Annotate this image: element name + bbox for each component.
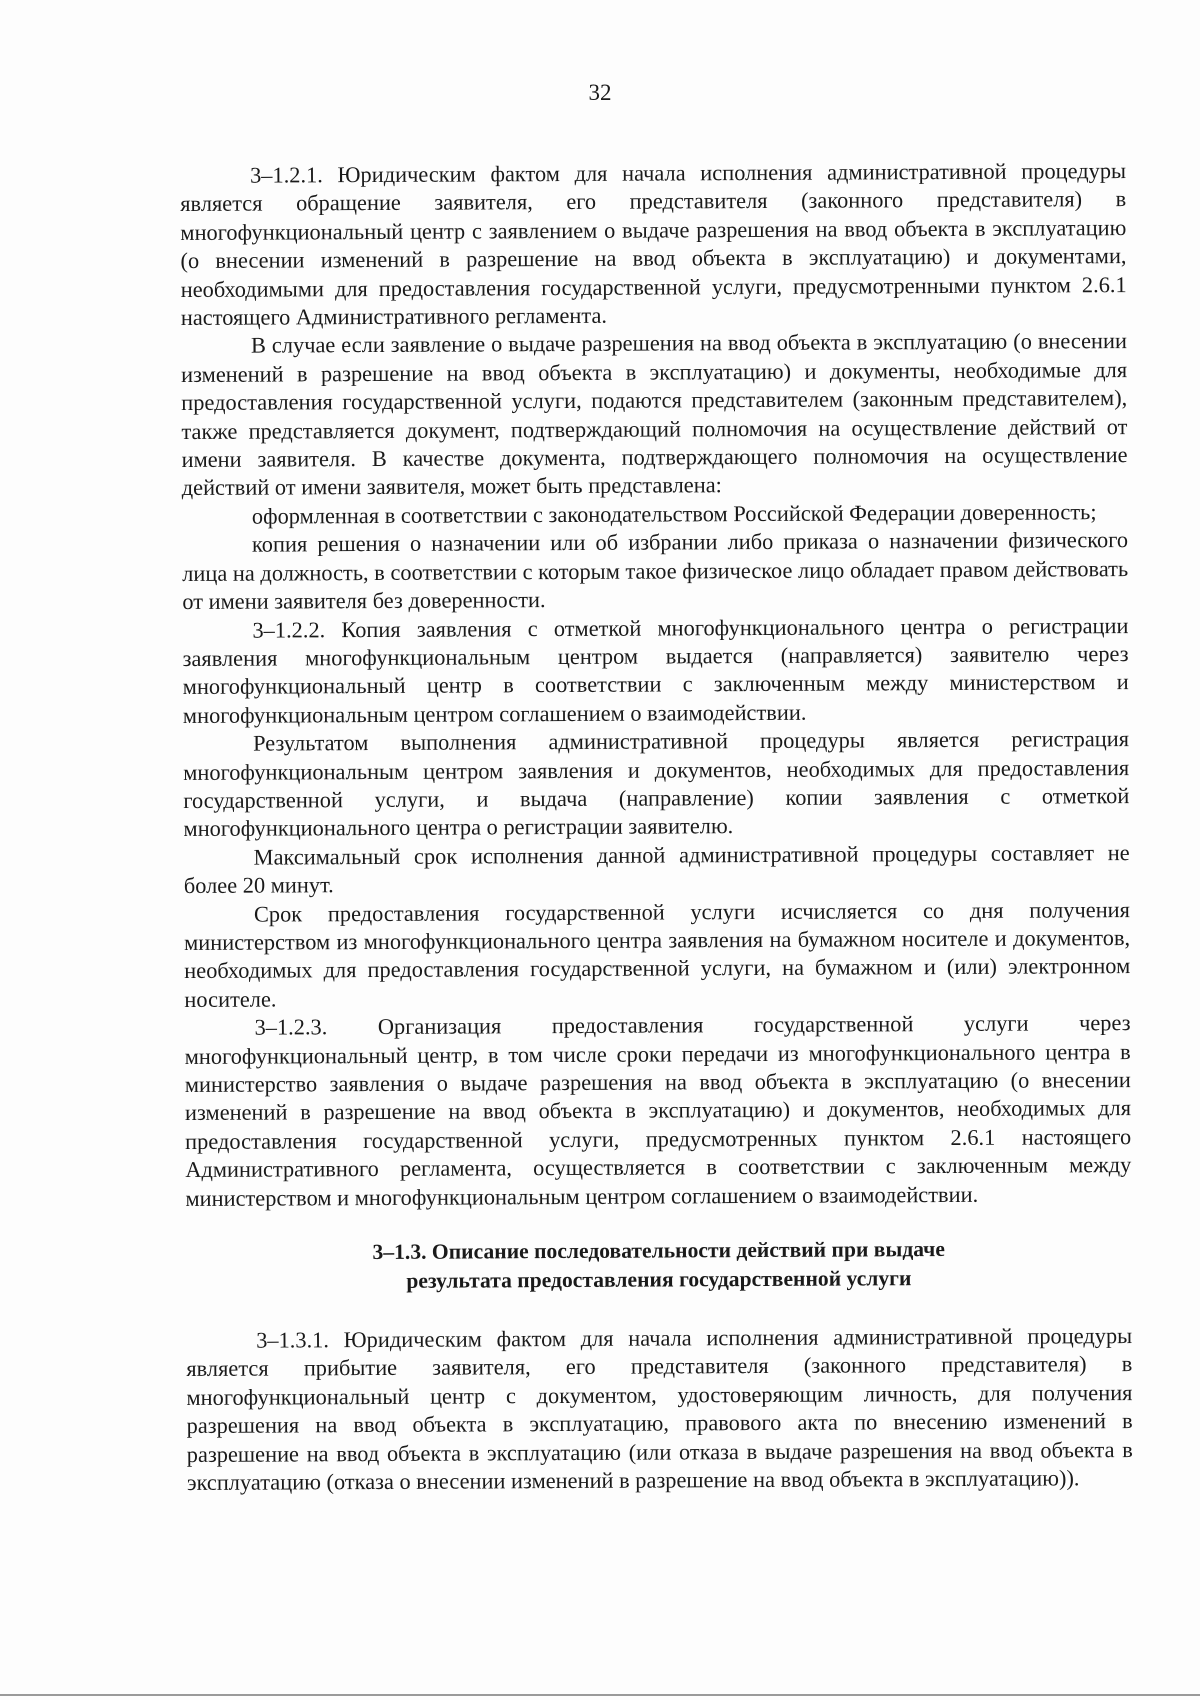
section-heading: [186, 1234, 1132, 1297]
paragraph-service-term: Срок предоставления государственной услуги исчисляется со дня получения министерством из многофункционального центра заявления на бумажном носителе и документов, необходимых для предоставления государственной услуги, на бумажном и (или) электронном носителе.: [184, 896, 1131, 1012]
section-heading-line-2: результата предоставления государственной услуги: [406, 1266, 912, 1293]
scan-bottom-edge: [0, 1694, 1200, 1696]
paragraph-max-duration: Максимальный срок исполнения данной административной процедуры составляет не более 20 минут.: [183, 839, 1130, 899]
paragraph-appointment-copy: копия решения о назначении или об избрании либо приказа о назначении физического лица на должность, в соответствии с которым такое физическое лицо обладает правом действовать от имени заявителя без доверенности.: [182, 527, 1129, 615]
page-number: 32: [588, 80, 612, 105]
paragraph-representative: В случае если заявление о выдаче разрешения на ввод объекта в эксплуатацию (о внесении изменений в разрешение на ввод объекта в эксплуатацию) и документы, необходимые для предоставления государственной услуги, подаются представителем (законным представителем), также представляется документ, подтверждающий полномочия на осуществление действий от имени заявителя. В качестве документа, подтверждающего полномочия на осуществление действий от имени заявителя, может быть представлена:: [181, 328, 1128, 501]
document-body: [180, 157, 1133, 1497]
section-heading-line-1: 3–1.3. Описание последовательности действий при выдаче: [372, 1237, 945, 1265]
paragraph-power-of-attorney: оформленная в соответствии с законодательством Российской Федерации доверенность;: [251, 499, 1097, 529]
paragraph-3-1-3-1: 3–1.3.1. Юридическим фактом для начала исполнения административной процедуры является прибытие заявителя, его представителя (законного представителя) в многофункциональный центр с документом, удостоверяющим личность, для получения разрешения на ввод объекта в эксплуатацию, правового акта по внесению изменений в разрешение на ввод объекта в эксплуатацию (или отказа в выдаче разрешения на ввод объекта в эксплуатацию (отказа о внесении изменений в разрешение на ввод объекта в эксплуатацию)).: [186, 1323, 1133, 1496]
paragraph-3-1-2-3: 3–1.2.3. Организация предоставления государственной услуги через многофункциональный центр, в том числе сроки передачи из многофункционального центра в министерство заявления о выдаче разрешения на ввод объекта в эксплуатацию (о внесении изменений в разрешение на ввод объекта в эксплуатацию) и документов, необходимых для предоставления государственной услуги, предусмотренных пунктом 2.6.1 настоящего Административного регламента, осуществляется в соответствии с заключенным между министерством и многофункциональным центром соглашением о взаимодействии.: [184, 1010, 1132, 1211]
paragraph-procedure-result: Результатом выполнения административной процедуры является регистрация многофункциональным центром заявления и документов, необходимых для предоставления государственной услуги, и выдача (направление) копии заявления с отметкой многофункционального центра о регистрации заявителю.: [183, 726, 1130, 842]
paragraph-3-1-2-1: 3–1.2.1. Юридическим фактом для начала исполнения административной процедуры является обращение заявителя, его представителя (законного представителя) в многофункциональный центр с заявлением о выдаче разрешения на ввод объекта в эксплуатацию (о внесении изменений в разрешение на ввод объекта в эксплуатацию) и документами, необходимыми для предоставления государственной услуги, предусмотренными пунктом 2.6.1 настоящего Административного регламента.: [180, 158, 1127, 331]
paragraph-3-1-2-2: 3–1.2.2. Копия заявления с отметкой многофункционального центра о регистрации заявления многофункциональным центром выдается (направляется) заявителю через многофункциональный центр в соответствии с заключенным между министерством и многофункциональным центром соглашением о взаимодействии.: [182, 612, 1129, 728]
